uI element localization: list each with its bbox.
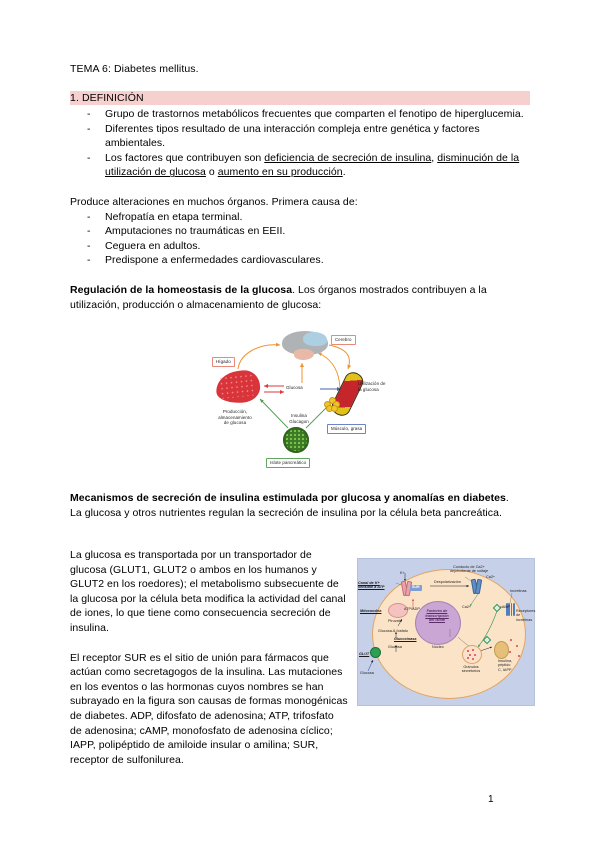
- calcium-channel-icon: [472, 579, 478, 592]
- bullet3-sep-1: ,: [431, 151, 438, 164]
- figure1-label-higado: Hígado: [212, 357, 235, 366]
- figure2-label-glucose-out: Glucosa: [360, 671, 374, 675]
- bullet3-end: .: [342, 166, 346, 179]
- homeostasis-bold-lead: Regulación de la homeostasis de la glucosa: [70, 283, 293, 296]
- insulin-out-line3: C, IAPP: [498, 667, 512, 672]
- figure2-label-katp-channel: [358, 581, 398, 590]
- paragraph-glucose-transport: La glucosa es transportada por un transportador de glucosa (GLUT1, GLUT2 o ambos en los humanos y GLUT2 en los roedores); el metabolismo subsecuente de la glucosa por la célula beta modifica la actividad del canal de iones, lo que tiene como consecuencia secreción de insulina.: [70, 549, 346, 634]
- list-item: - Nefropatía en etapa terminal.: [105, 210, 530, 225]
- definicion-bullet-list: [70, 107, 530, 180]
- figure2-label-mitochondria: [360, 609, 381, 613]
- figure1-label-islote: Islote pancreático: [266, 458, 310, 467]
- pancreatic-islet-illustration: [283, 427, 309, 453]
- figure2-label-ca-ion-top: Ca2+: [486, 575, 496, 579]
- list-item: - Diferentes tipos resultado de una interacción compleja entre genética y factores ambientales.: [105, 122, 530, 151]
- figure2-label-incretin-receptors: [516, 609, 536, 622]
- figure2-label-ca-ion-in: Ca2+: [462, 605, 472, 609]
- figure1-label-liver-function: [204, 409, 266, 425]
- bullet3-lead: Los factores que contribuyen son: [105, 151, 265, 164]
- granules-line2: secretorios: [461, 669, 481, 674]
- glut-transporter-icon: [370, 647, 381, 658]
- secretory-granule-icon: [462, 645, 482, 664]
- figure1-label-insulina-glucagon: [280, 413, 318, 424]
- figure-glucose-homeostasis: [198, 323, 408, 473]
- incretin-rec-line2: de incretinas: [516, 613, 533, 622]
- lower-text-column: [70, 548, 348, 767]
- figure1-label-glucosa: Glucosa: [286, 385, 303, 391]
- figure2-label-pyruvate: Piruvato: [388, 619, 402, 623]
- glucokinase-text: Glucocinasa: [394, 637, 417, 641]
- bullet3-underline-1: deficiencia de secreción de insulina: [264, 151, 432, 164]
- homeostasis-rest: . Los órganos mostrados contribuyen a la utilización, producción o almacenamiento de glucosa:: [70, 283, 487, 311]
- list-item: - Ceguera en adultos.: [105, 239, 530, 254]
- homeostasis-paragraph: [70, 283, 530, 312]
- transcription-line1: Factores de: [426, 609, 448, 613]
- figure2-label-k-ion: K+: [400, 571, 405, 575]
- figure2-label-glucokinase: [394, 637, 416, 641]
- katp-channel-icon: [402, 581, 408, 594]
- insulin-out-line2: péptido: [498, 663, 511, 668]
- figure2-label-g6p: Glucosa-6-fosfato: [378, 629, 408, 633]
- figure2-label-sur: SUR: [412, 585, 420, 590]
- glucagon-line: Glucagon: [289, 418, 309, 424]
- mechanisms-rest: .: [505, 492, 509, 505]
- figure-beta-cell: [357, 558, 535, 706]
- organs-bullet-list: [70, 210, 530, 268]
- list-item: - Predispone a enfermedades cardiovasculares.: [105, 253, 530, 268]
- insulin-line: Insulina: [291, 413, 307, 419]
- figure2-label-camp: cAMP: [500, 605, 511, 609]
- paragraph-sur-receptor: El receptor SUR es el sitio de unión para fármacos que actúan como secretagogos de la insulina. Las mutaciones en los eventos o las hormonas cuyos nombres se han subrayado en la figura son causas de formas monogénicas de diabetes. ADP, difosfato de adenosina; ATP, trifosfato de adenosina; cAMP, monofosfato de adenosina cíclico; IAPP, polipéptido de amiloide insular o amilina; SUR, receptor de sulfonilurea.: [70, 651, 348, 766]
- figure-glucose-homeostasis-wrapper: [70, 323, 530, 473]
- glucose-use-line1: Utilización de: [358, 381, 386, 387]
- ca-channel-line1: Conducto de Ca2+: [453, 565, 485, 569]
- liver-function-line3: de glucosa: [223, 419, 247, 425]
- document-content: [70, 62, 530, 520]
- figure2-label-atp-adp: ATP/ADP: [404, 607, 420, 611]
- figure2-label-granules: [454, 665, 488, 674]
- figure2-label-depolarization: Despolarización: [434, 580, 461, 584]
- liver-function-line1: Producción,: [222, 409, 248, 415]
- transcription-line2: transcripción: [425, 613, 449, 618]
- figure2-label-glut: [359, 652, 369, 656]
- figure1-label-cerebro: Cerebro: [331, 335, 356, 344]
- transcription-line3: del islote: [429, 618, 445, 623]
- docking-granule-icon: [494, 641, 509, 659]
- glut-text: GLUT: [359, 652, 370, 656]
- section-heading-definicion: 1. DEFINICIÓN: [70, 91, 530, 105]
- ca-channel-line2: dependiente de voltaje: [449, 569, 489, 574]
- figure2-label-incretins: Incretinas: [510, 589, 527, 593]
- organs-intro: Produce alteraciones en muchos órganos. Primera causa de:: [70, 195, 358, 208]
- bullet3-sep-2: o: [205, 166, 218, 179]
- mechanisms-paragraph: [70, 491, 530, 506]
- katp-line2: sensible a ATP: [358, 585, 385, 590]
- list-item: [105, 151, 530, 180]
- bullet3-underline-2: disminución de la utilización de glucosa: [105, 151, 520, 179]
- figure2-label-insulin-output: [498, 659, 530, 672]
- mechanisms-subline: La glucosa y otros nutrientes regulan la secreción de insulina por la célula beta pancreática.: [70, 506, 502, 519]
- fat-illustration: [324, 397, 339, 411]
- liver-function-line2: almacenamiento: [218, 414, 252, 420]
- glucose-use-line2: la glucosa: [358, 386, 379, 392]
- katp-line1: Canal de K+: [358, 581, 380, 585]
- brain-highlight: [303, 332, 327, 346]
- list-item: - Grupo de trastornos metabólicos frecuentes que comparten el fenotipo de hiperglucemia.: [105, 107, 530, 122]
- figure2-label-glucose-in: Glucosa: [388, 645, 402, 649]
- page-title: TEMA 6: Diabetes mellitus.: [70, 63, 199, 75]
- bullet3-underline-3: aumento en su producción: [217, 166, 343, 179]
- brain-stem: [294, 349, 314, 360]
- figure1-label-glucose-use: [358, 381, 402, 392]
- figure1-label-musculo-grasa: Músculo, grasa: [327, 424, 366, 433]
- mitochondria-text: Mitocondria: [360, 609, 382, 613]
- incretin-rec-line1: Receptores: [516, 609, 536, 613]
- insulin-out-line1: Insulina,: [498, 659, 513, 663]
- figure2-label-nucleus: Núcleo: [432, 645, 444, 649]
- brain-illustration: [282, 331, 328, 361]
- granules-line1: Gránulos: [463, 665, 479, 669]
- page-number: 1: [488, 794, 494, 805]
- mechanisms-bold-lead: Mecanismos de secreción de insulina estimulada por glucosa y anomalías en diabetes: [70, 492, 506, 505]
- list-item: - Amputaciones no traumáticas en EEII.: [105, 224, 530, 239]
- figure2-label-calcium-channel: [446, 565, 492, 574]
